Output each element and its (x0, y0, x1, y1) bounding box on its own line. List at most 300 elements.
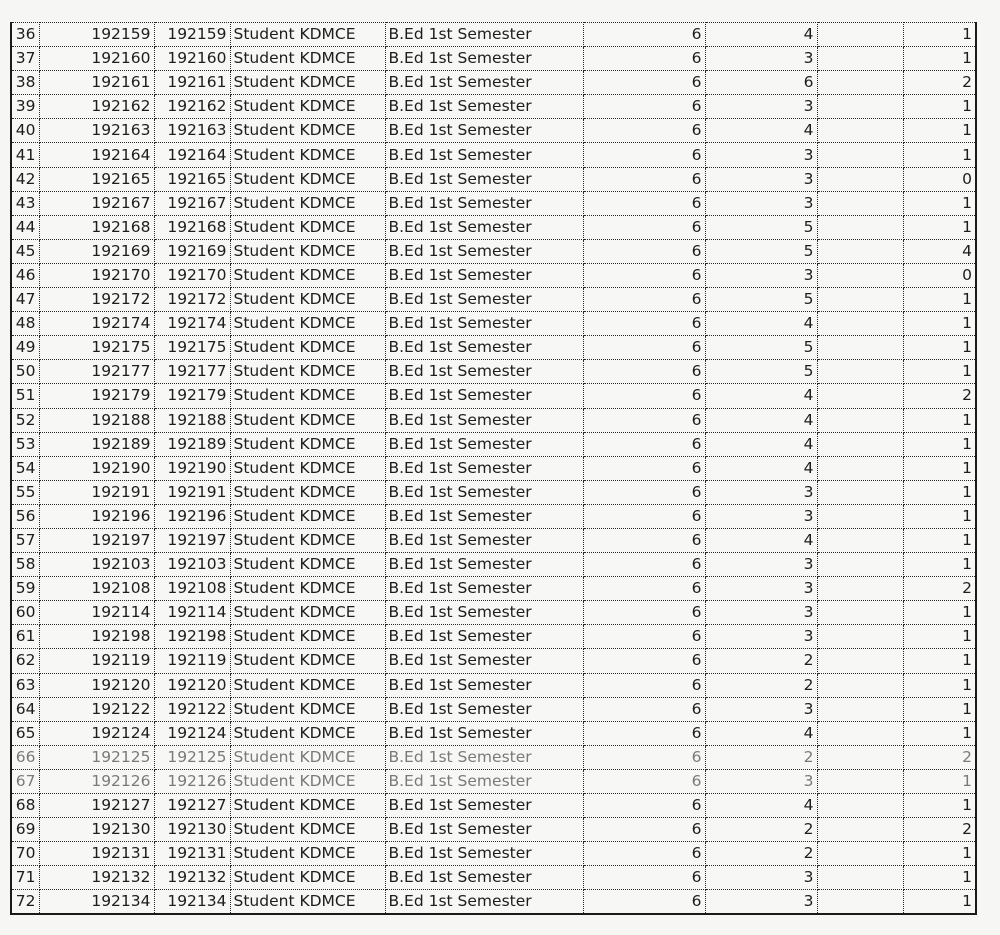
table-row (11, 432, 976, 456)
value-1-cell: 6 (583, 191, 705, 215)
enrollment-number-cell: 192119 (154, 649, 230, 673)
value-3-cell (817, 263, 903, 287)
student-name-cell: Student KDMCE (230, 432, 385, 456)
enrollment-number-cell: 192170 (154, 263, 230, 287)
roll-number-cell: 192167 (39, 191, 154, 215)
value-2-cell: 4 (705, 432, 817, 456)
course-cell: B.Ed 1st Semester (385, 408, 583, 432)
serial-number-cell: 38 (11, 71, 39, 95)
value-4-cell: 2 (903, 745, 976, 769)
serial-number-cell: 72 (11, 890, 39, 915)
table-row (11, 842, 976, 866)
enrollment-number-cell: 192189 (154, 432, 230, 456)
table-row (11, 625, 976, 649)
value-4-cell: 1 (903, 215, 976, 239)
serial-number-cell: 65 (11, 721, 39, 745)
roll-number-cell: 192125 (39, 745, 154, 769)
roll-number-cell: 192124 (39, 721, 154, 745)
serial-number-cell: 53 (11, 432, 39, 456)
course-cell: B.Ed 1st Semester (385, 842, 583, 866)
serial-number-cell: 45 (11, 239, 39, 263)
value-4-cell: 1 (903, 288, 976, 312)
value-1-cell: 6 (583, 673, 705, 697)
enrollment-number-cell: 192127 (154, 794, 230, 818)
value-3-cell (817, 745, 903, 769)
serial-number-cell: 66 (11, 745, 39, 769)
student-name-cell: Student KDMCE (230, 625, 385, 649)
value-4-cell: 1 (903, 697, 976, 721)
serial-number-cell: 64 (11, 697, 39, 721)
enrollment-number-cell: 192190 (154, 456, 230, 480)
value-1-cell: 6 (583, 408, 705, 432)
value-3-cell (817, 336, 903, 360)
student-name-cell: Student KDMCE (230, 456, 385, 480)
roll-number-cell: 192188 (39, 408, 154, 432)
roll-number-cell: 192170 (39, 263, 154, 287)
value-4-cell: 4 (903, 239, 976, 263)
value-2-cell: 3 (705, 504, 817, 528)
course-cell: B.Ed 1st Semester (385, 890, 583, 915)
course-cell: B.Ed 1st Semester (385, 191, 583, 215)
course-cell: B.Ed 1st Semester (385, 794, 583, 818)
value-3-cell (817, 504, 903, 528)
value-2-cell: 3 (705, 95, 817, 119)
value-4-cell: 1 (903, 47, 976, 71)
value-2-cell: 4 (705, 384, 817, 408)
table-row (11, 143, 976, 167)
roll-number-cell: 192172 (39, 288, 154, 312)
value-2-cell: 3 (705, 167, 817, 191)
table-row (11, 23, 976, 47)
course-cell: B.Ed 1st Semester (385, 143, 583, 167)
enrollment-number-cell: 192130 (154, 818, 230, 842)
table-row (11, 866, 976, 890)
value-3-cell (817, 480, 903, 504)
course-cell: B.Ed 1st Semester (385, 167, 583, 191)
value-1-cell: 6 (583, 167, 705, 191)
serial-number-cell: 67 (11, 769, 39, 793)
roll-number-cell: 192190 (39, 456, 154, 480)
enrollment-number-cell: 192196 (154, 504, 230, 528)
table-row (11, 553, 976, 577)
value-2-cell: 3 (705, 625, 817, 649)
value-1-cell: 6 (583, 721, 705, 745)
value-2-cell: 4 (705, 456, 817, 480)
student-name-cell: Student KDMCE (230, 167, 385, 191)
value-3-cell (817, 119, 903, 143)
value-2-cell: 2 (705, 842, 817, 866)
value-2-cell: 3 (705, 553, 817, 577)
course-cell: B.Ed 1st Semester (385, 745, 583, 769)
roll-number-cell: 192114 (39, 601, 154, 625)
enrollment-number-cell: 192163 (154, 119, 230, 143)
value-3-cell (817, 818, 903, 842)
student-name-cell: Student KDMCE (230, 794, 385, 818)
value-4-cell: 1 (903, 360, 976, 384)
value-4-cell: 1 (903, 553, 976, 577)
serial-number-cell: 43 (11, 191, 39, 215)
value-4-cell: 2 (903, 577, 976, 601)
serial-number-cell: 54 (11, 456, 39, 480)
enrollment-number-cell: 192164 (154, 143, 230, 167)
course-cell: B.Ed 1st Semester (385, 384, 583, 408)
table-row (11, 721, 976, 745)
enrollment-number-cell: 192131 (154, 842, 230, 866)
roll-number-cell: 192169 (39, 239, 154, 263)
serial-number-cell: 42 (11, 167, 39, 191)
serial-number-cell: 70 (11, 842, 39, 866)
roll-number-cell: 192175 (39, 336, 154, 360)
course-cell: B.Ed 1st Semester (385, 553, 583, 577)
student-name-cell: Student KDMCE (230, 480, 385, 504)
serial-number-cell: 52 (11, 408, 39, 432)
value-3-cell (817, 553, 903, 577)
enrollment-number-cell: 192122 (154, 697, 230, 721)
value-2-cell: 2 (705, 673, 817, 697)
serial-number-cell: 59 (11, 577, 39, 601)
results-sheet (10, 22, 975, 915)
value-4-cell: 1 (903, 528, 976, 552)
value-2-cell: 3 (705, 769, 817, 793)
value-1-cell: 6 (583, 456, 705, 480)
value-1-cell: 6 (583, 239, 705, 263)
serial-number-cell: 51 (11, 384, 39, 408)
value-1-cell: 6 (583, 71, 705, 95)
student-name-cell: Student KDMCE (230, 71, 385, 95)
serial-number-cell: 62 (11, 649, 39, 673)
enrollment-number-cell: 192174 (154, 312, 230, 336)
student-name-cell: Student KDMCE (230, 553, 385, 577)
value-1-cell: 6 (583, 842, 705, 866)
enrollment-number-cell: 192172 (154, 288, 230, 312)
value-2-cell: 3 (705, 601, 817, 625)
enrollment-number-cell: 192161 (154, 71, 230, 95)
value-1-cell: 6 (583, 504, 705, 528)
value-3-cell (817, 842, 903, 866)
serial-number-cell: 37 (11, 47, 39, 71)
student-name-cell: Student KDMCE (230, 866, 385, 890)
course-cell: B.Ed 1st Semester (385, 239, 583, 263)
student-name-cell: Student KDMCE (230, 47, 385, 71)
value-2-cell: 4 (705, 23, 817, 47)
value-4-cell: 1 (903, 432, 976, 456)
roll-number-cell: 192134 (39, 890, 154, 915)
course-cell: B.Ed 1st Semester (385, 697, 583, 721)
enrollment-number-cell: 192108 (154, 577, 230, 601)
course-cell: B.Ed 1st Semester (385, 625, 583, 649)
roll-number-cell: 192132 (39, 866, 154, 890)
enrollment-number-cell: 192168 (154, 215, 230, 239)
value-4-cell: 2 (903, 71, 976, 95)
student-name-cell: Student KDMCE (230, 336, 385, 360)
value-4-cell: 0 (903, 263, 976, 287)
table-row (11, 456, 976, 480)
student-name-cell: Student KDMCE (230, 288, 385, 312)
value-1-cell: 6 (583, 47, 705, 71)
value-1-cell: 6 (583, 432, 705, 456)
value-3-cell (817, 215, 903, 239)
value-3-cell (817, 23, 903, 47)
value-3-cell (817, 312, 903, 336)
table-row (11, 890, 976, 915)
value-2-cell: 4 (705, 528, 817, 552)
roll-number-cell: 192164 (39, 143, 154, 167)
course-cell: B.Ed 1st Semester (385, 360, 583, 384)
value-4-cell: 1 (903, 769, 976, 793)
course-cell: B.Ed 1st Semester (385, 818, 583, 842)
roll-number-cell: 192161 (39, 71, 154, 95)
serial-number-cell: 39 (11, 95, 39, 119)
value-2-cell: 5 (705, 360, 817, 384)
value-4-cell: 1 (903, 143, 976, 167)
table-row (11, 528, 976, 552)
serial-number-cell: 61 (11, 625, 39, 649)
value-4-cell: 2 (903, 384, 976, 408)
value-3-cell (817, 167, 903, 191)
enrollment-number-cell: 192179 (154, 384, 230, 408)
course-cell: B.Ed 1st Semester (385, 673, 583, 697)
value-2-cell: 2 (705, 649, 817, 673)
value-3-cell (817, 577, 903, 601)
value-3-cell (817, 697, 903, 721)
serial-number-cell: 46 (11, 263, 39, 287)
value-1-cell: 6 (583, 143, 705, 167)
student-name-cell: Student KDMCE (230, 191, 385, 215)
value-1-cell: 6 (583, 818, 705, 842)
value-4-cell: 1 (903, 504, 976, 528)
table-row (11, 336, 976, 360)
value-3-cell (817, 191, 903, 215)
student-name-cell: Student KDMCE (230, 215, 385, 239)
enrollment-number-cell: 192198 (154, 625, 230, 649)
value-4-cell: 1 (903, 794, 976, 818)
student-name-cell: Student KDMCE (230, 818, 385, 842)
course-cell: B.Ed 1st Semester (385, 23, 583, 47)
serial-number-cell: 68 (11, 794, 39, 818)
student-name-cell: Student KDMCE (230, 263, 385, 287)
value-2-cell: 3 (705, 191, 817, 215)
value-2-cell: 3 (705, 697, 817, 721)
table-row (11, 480, 976, 504)
value-2-cell: 5 (705, 239, 817, 263)
student-name-cell: Student KDMCE (230, 360, 385, 384)
student-name-cell: Student KDMCE (230, 239, 385, 263)
roll-number-cell: 192130 (39, 818, 154, 842)
value-2-cell: 4 (705, 119, 817, 143)
value-1-cell: 6 (583, 745, 705, 769)
value-3-cell (817, 866, 903, 890)
serial-number-cell: 69 (11, 818, 39, 842)
table-row (11, 504, 976, 528)
course-cell: B.Ed 1st Semester (385, 95, 583, 119)
course-cell: B.Ed 1st Semester (385, 47, 583, 71)
value-2-cell: 6 (705, 71, 817, 95)
serial-number-cell: 41 (11, 143, 39, 167)
student-name-cell: Student KDMCE (230, 745, 385, 769)
roll-number-cell: 192126 (39, 769, 154, 793)
value-1-cell: 6 (583, 312, 705, 336)
course-cell: B.Ed 1st Semester (385, 119, 583, 143)
enrollment-number-cell: 192134 (154, 890, 230, 915)
value-2-cell: 4 (705, 794, 817, 818)
value-4-cell: 1 (903, 119, 976, 143)
value-4-cell: 1 (903, 890, 976, 915)
table-body (11, 23, 976, 915)
value-1-cell: 6 (583, 119, 705, 143)
course-cell: B.Ed 1st Semester (385, 456, 583, 480)
value-3-cell (817, 769, 903, 793)
value-2-cell: 3 (705, 143, 817, 167)
table-row (11, 360, 976, 384)
value-2-cell: 3 (705, 480, 817, 504)
value-4-cell: 1 (903, 191, 976, 215)
course-cell: B.Ed 1st Semester (385, 769, 583, 793)
table-row (11, 697, 976, 721)
roll-number-cell: 192196 (39, 504, 154, 528)
value-4-cell: 0 (903, 167, 976, 191)
serial-number-cell: 50 (11, 360, 39, 384)
enrollment-number-cell: 192132 (154, 866, 230, 890)
value-1-cell: 6 (583, 95, 705, 119)
value-4-cell: 1 (903, 866, 976, 890)
student-name-cell: Student KDMCE (230, 890, 385, 915)
value-3-cell (817, 601, 903, 625)
roll-number-cell: 192179 (39, 384, 154, 408)
course-cell: B.Ed 1st Semester (385, 577, 583, 601)
enrollment-number-cell: 192124 (154, 721, 230, 745)
value-1-cell: 6 (583, 601, 705, 625)
value-3-cell (817, 649, 903, 673)
value-2-cell: 3 (705, 890, 817, 915)
serial-number-cell: 36 (11, 23, 39, 47)
value-3-cell (817, 794, 903, 818)
roll-number-cell: 192127 (39, 794, 154, 818)
serial-number-cell: 63 (11, 673, 39, 697)
value-1-cell: 6 (583, 577, 705, 601)
student-name-cell: Student KDMCE (230, 697, 385, 721)
enrollment-number-cell: 192125 (154, 745, 230, 769)
course-cell: B.Ed 1st Semester (385, 263, 583, 287)
table-row (11, 408, 976, 432)
value-3-cell (817, 71, 903, 95)
student-name-cell: Student KDMCE (230, 673, 385, 697)
enrollment-number-cell: 192162 (154, 95, 230, 119)
table-row (11, 167, 976, 191)
value-3-cell (817, 673, 903, 697)
enrollment-number-cell: 192165 (154, 167, 230, 191)
table-row (11, 191, 976, 215)
value-1-cell: 6 (583, 336, 705, 360)
enrollment-number-cell: 192169 (154, 239, 230, 263)
course-cell: B.Ed 1st Semester (385, 504, 583, 528)
value-4-cell: 1 (903, 336, 976, 360)
student-name-cell: Student KDMCE (230, 601, 385, 625)
roll-number-cell: 192174 (39, 312, 154, 336)
student-name-cell: Student KDMCE (230, 312, 385, 336)
enrollment-number-cell: 192191 (154, 480, 230, 504)
value-1-cell: 6 (583, 553, 705, 577)
roll-number-cell: 192189 (39, 432, 154, 456)
student-name-cell: Student KDMCE (230, 143, 385, 167)
student-name-cell: Student KDMCE (230, 23, 385, 47)
value-1-cell: 6 (583, 480, 705, 504)
value-2-cell: 5 (705, 336, 817, 360)
value-4-cell: 1 (903, 23, 976, 47)
value-4-cell: 1 (903, 601, 976, 625)
roll-number-cell: 192108 (39, 577, 154, 601)
value-1-cell: 6 (583, 866, 705, 890)
student-name-cell: Student KDMCE (230, 119, 385, 143)
roll-number-cell: 192198 (39, 625, 154, 649)
serial-number-cell: 49 (11, 336, 39, 360)
value-1-cell: 6 (583, 23, 705, 47)
student-name-cell: Student KDMCE (230, 842, 385, 866)
value-2-cell: 5 (705, 215, 817, 239)
table-row (11, 745, 976, 769)
enrollment-number-cell: 192103 (154, 553, 230, 577)
table-row (11, 71, 976, 95)
enrollment-number-cell: 192160 (154, 47, 230, 71)
value-3-cell (817, 143, 903, 167)
value-1-cell: 6 (583, 649, 705, 673)
enrollment-number-cell: 192159 (154, 23, 230, 47)
serial-number-cell: 47 (11, 288, 39, 312)
value-1-cell: 6 (583, 384, 705, 408)
student-name-cell: Student KDMCE (230, 384, 385, 408)
value-2-cell: 4 (705, 721, 817, 745)
enrollment-number-cell: 192167 (154, 191, 230, 215)
value-1-cell: 6 (583, 215, 705, 239)
course-cell: B.Ed 1st Semester (385, 480, 583, 504)
enrollment-number-cell: 192120 (154, 673, 230, 697)
enrollment-number-cell: 192197 (154, 528, 230, 552)
student-name-cell: Student KDMCE (230, 528, 385, 552)
value-2-cell: 4 (705, 408, 817, 432)
serial-number-cell: 57 (11, 528, 39, 552)
student-name-cell: Student KDMCE (230, 649, 385, 673)
table-row (11, 239, 976, 263)
value-4-cell: 2 (903, 818, 976, 842)
roll-number-cell: 192168 (39, 215, 154, 239)
serial-number-cell: 44 (11, 215, 39, 239)
table-row (11, 384, 976, 408)
value-2-cell: 2 (705, 745, 817, 769)
enrollment-number-cell: 192177 (154, 360, 230, 384)
value-3-cell (817, 408, 903, 432)
serial-number-cell: 71 (11, 866, 39, 890)
value-1-cell: 6 (583, 794, 705, 818)
enrollment-number-cell: 192126 (154, 769, 230, 793)
table-row (11, 263, 976, 287)
course-cell: B.Ed 1st Semester (385, 71, 583, 95)
table-row (11, 601, 976, 625)
value-4-cell: 1 (903, 312, 976, 336)
course-cell: B.Ed 1st Semester (385, 288, 583, 312)
roll-number-cell: 192122 (39, 697, 154, 721)
table-row (11, 47, 976, 71)
roll-number-cell: 192120 (39, 673, 154, 697)
value-1-cell: 6 (583, 528, 705, 552)
table-row (11, 673, 976, 697)
course-cell: B.Ed 1st Semester (385, 528, 583, 552)
course-cell: B.Ed 1st Semester (385, 336, 583, 360)
serial-number-cell: 58 (11, 553, 39, 577)
value-1-cell: 6 (583, 288, 705, 312)
value-1-cell: 6 (583, 360, 705, 384)
course-cell: B.Ed 1st Semester (385, 312, 583, 336)
roll-number-cell: 192131 (39, 842, 154, 866)
table-row (11, 769, 976, 793)
